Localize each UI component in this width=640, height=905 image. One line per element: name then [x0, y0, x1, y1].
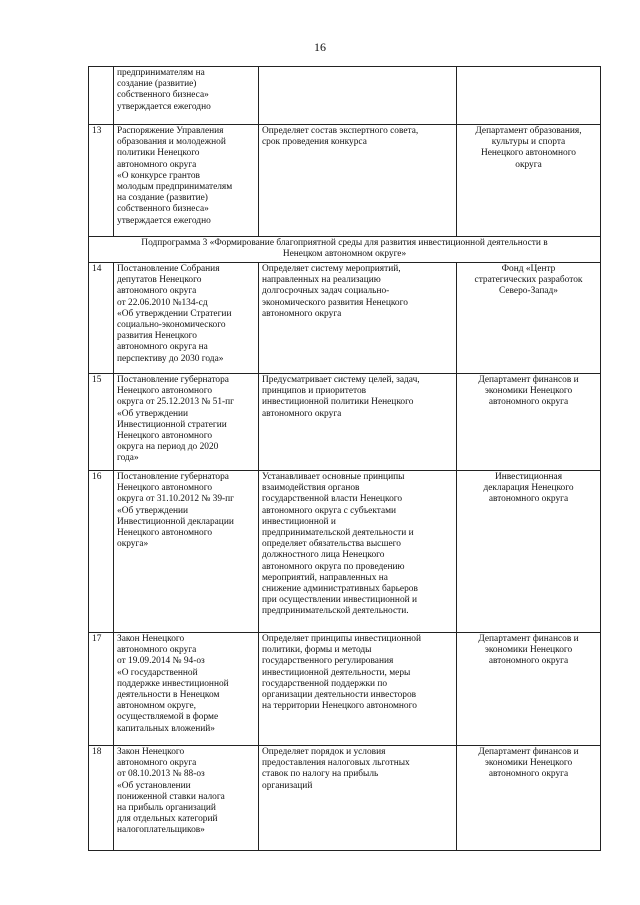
- description-cell: Определяет принципы инвестиционной политики, формы и методы государственного регулирования инвестиционной деятельности, меры государственной поддержки по организации деятельности инвесторов на территории Ненецкого автономного: [259, 633, 457, 746]
- row-number: 14: [89, 263, 114, 374]
- document-cell: Закон Ненецкого автономного округа от 08.10.2013 № 88-оз «Об установлении пониженной ставки налога на прибыль организаций для отдельных категорий налогоплательщиков»: [114, 746, 259, 851]
- table-row: [89, 374, 601, 471]
- responsible-cell: [457, 67, 601, 125]
- subprogram-title: Подпрограмма 3 «Формирование благоприятной среды для развития инвестиционной деятельности в Ненецком автономном округе»: [89, 237, 601, 263]
- table-row: [89, 125, 601, 237]
- table-row: [89, 746, 601, 851]
- subprogram-row: [89, 237, 601, 263]
- table-row: [89, 633, 601, 746]
- responsible-cell: Департамент образования, культуры и спорта Ненецкого автономного округа: [457, 125, 601, 237]
- document-cell: Распоряжение Управления образования и молодежной политики Ненецкого автономного округа «О конкурсе грантов молодым предпринимателям на создание (развитие) собственного бизнеса» утверждается ежегодно: [114, 125, 259, 237]
- responsible-cell: Департамент финансов и экономики Ненецкого автономного округа: [457, 633, 601, 746]
- description-cell: Устанавливает основные принципы взаимодействия органов государственной власти Ненецкого автономного округа с субъектами инвестиционной и предпринимательской деятельности и определяет обязательства высшего должностного лица Ненецкого автономного округа по проведению мероприятий, направленных на снижение административных барьеров при осуществлении инвестиционной и предпринимательской деятельности.: [259, 471, 457, 633]
- programs-table: [88, 66, 601, 851]
- row-number: 17: [89, 633, 114, 746]
- row-number: [89, 67, 114, 125]
- responsible-cell: Департамент финансов и экономики Ненецкого автономного округа: [457, 746, 601, 851]
- table-row: [89, 471, 601, 633]
- description-cell: Предусматривает систему целей, задач, принципов и приоритетов инвестиционной политики Ненецкого автономного округа: [259, 374, 457, 471]
- table-row: [89, 263, 601, 374]
- description-cell: [259, 67, 457, 125]
- document-cell: предпринимателям на создание (развитие) собственного бизнеса» утверждается ежегодно: [114, 67, 259, 125]
- row-number: 15: [89, 374, 114, 471]
- document-cell: Закон Ненецкого автономного округа от 19.09.2014 № 94-оз «О государственной поддержке инвестиционной деятельности в Ненецком автономном округе, осуществляемой в форме капитальных вложений»: [114, 633, 259, 746]
- responsible-cell: Инвестиционная декларация Ненецкого автономного округа: [457, 471, 601, 633]
- row-number: 16: [89, 471, 114, 633]
- description-cell: Определяет состав экспертного совета, срок проведения конкурса: [259, 125, 457, 237]
- table-row: [89, 67, 601, 125]
- description-cell: Определяет порядок и условия предоставления налоговых льготных ставок по налогу на прибыль организаций: [259, 746, 457, 851]
- row-number: 13: [89, 125, 114, 237]
- document-cell: Постановление Собрания депутатов Ненецкого автономного округа от 22.06.2010 №134-сд «Об утверждении Стратегии социально-экономического развития Ненецкого автономного округа на перспективу до 2030 года»: [114, 263, 259, 374]
- document-cell: Постановление губернатора Ненецкого автономного округа от 25.12.2013 № 51-пг «Об утверждении Инвестиционной стратегии Ненецкого автономного округа на период до 2020 года»: [114, 374, 259, 471]
- row-number: 18: [89, 746, 114, 851]
- responsible-cell: Департамент финансов и экономики Ненецкого автономного округа: [457, 374, 601, 471]
- page-number: 16: [314, 40, 326, 54]
- document-cell: Постановление губернатора Ненецкого автономного округа от 31.10.2012 № 39-пг «Об утверждении Инвестиционной декларации Ненецкого автономного округа»: [114, 471, 259, 633]
- description-cell: Определяет систему мероприятий, направленных на реализацию долгосрочных задач социально- экономического развития Ненецкого автономного округа: [259, 263, 457, 374]
- responsible-cell: Фонд «Центр стратегических разработок Северо-Запад»: [457, 263, 601, 374]
